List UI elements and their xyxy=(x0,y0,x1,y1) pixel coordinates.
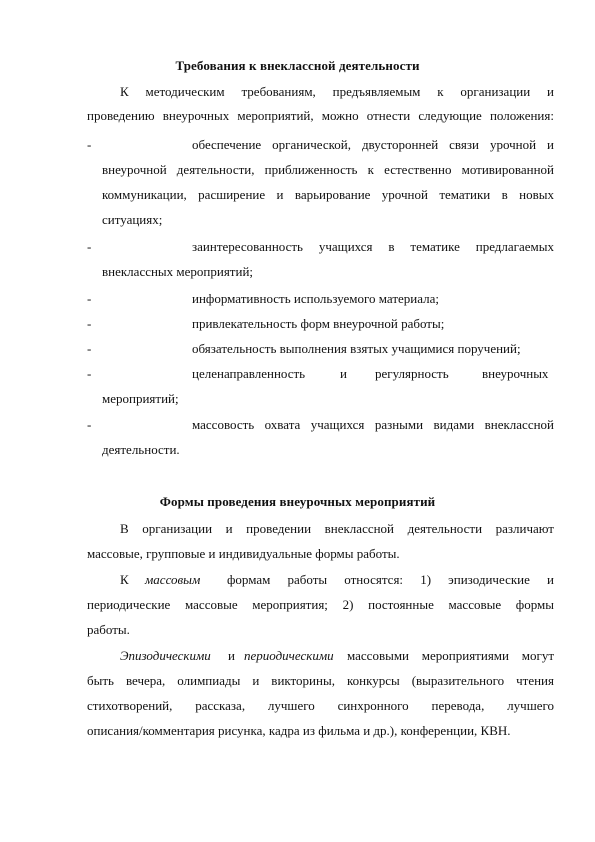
paragraph-line: массовые, групповые и индивидуальные формы работы. xyxy=(87,546,400,561)
section-heading-forms: Формы проведения внеурочных мероприятий xyxy=(159,494,436,509)
list-bullet-dash: - xyxy=(87,316,92,331)
list-item-line: ситуациях; xyxy=(102,212,163,227)
emphasis-text: Эпизодическими xyxy=(120,648,211,663)
paragraph-line: К методическим требованиям, предъявляемым к организации и xyxy=(120,84,554,99)
paragraph-line: формам работы относятся: 1) эпизодические и xyxy=(227,572,554,587)
paragraph-line: стихотворений, рассказа, лучшего синхронного перевода, лучшего xyxy=(87,698,554,713)
paragraph-word: и xyxy=(228,648,235,663)
list-item-line: заинтересованность учащихся в тематике предлагаемых xyxy=(192,239,554,254)
list-item-line: коммуникации, расширение и варьирование урочной тематики в новых xyxy=(102,187,554,202)
paragraph-emphasis xyxy=(145,572,200,588)
section-heading-requirements: Требования к внеклассной деятельности xyxy=(175,58,420,73)
paragraph-line: В организации и проведении внеклассной деятельности различают xyxy=(120,521,554,536)
list-item-line: внеклассных мероприятий; xyxy=(102,264,254,279)
list-bullet-dash: - xyxy=(87,291,92,306)
paragraph-line: описания/комментария рисунка, кадра из фильма и др.), конференции, КВН. xyxy=(87,723,511,738)
list-bullet-dash: - xyxy=(87,137,92,152)
list-item-line: массовость охвата учащихся разными видами внеклассной xyxy=(192,417,554,432)
list-item-line: мероприятий; xyxy=(102,391,179,406)
list-item-word: регулярность xyxy=(375,366,449,381)
list-item-line: обязательность выполнения взятых учащимися поручений; xyxy=(192,341,521,356)
paragraph-line: массовыми мероприятиями могут xyxy=(347,648,554,663)
list-bullet-dash: - xyxy=(87,239,92,254)
paragraph-line: периодические массовые мероприятия; 2) постоянные массовые формы xyxy=(87,597,554,612)
list-item-line: информативность используемого материала; xyxy=(192,291,440,306)
paragraph-word: К xyxy=(120,572,129,587)
emphasis-text: периодическими xyxy=(244,648,334,663)
list-item-line: привлекательность форм внеурочной работы; xyxy=(192,316,445,331)
list-item-line: внеурочной деятельности, приближенность к естественно мотивированной xyxy=(102,162,554,177)
emphasis-text: массовым xyxy=(145,572,201,587)
list-item-word: целенаправленность xyxy=(192,366,306,381)
paragraph-emphasis xyxy=(244,648,334,664)
list-bullet-dash: - xyxy=(87,341,92,356)
paragraph-line: быть вечера, олимпиады и викторины, конкурсы (выразительного чтения xyxy=(87,673,554,688)
list-item-line: деятельности. xyxy=(102,442,180,457)
list-item-line: обеспечение органической, двусторонней связи урочной и xyxy=(192,137,554,152)
paragraph-line: проведению внеурочных мероприятий, можно отнести следующие положения: xyxy=(87,108,554,123)
list-bullet-dash: - xyxy=(87,417,92,432)
paragraph-emphasis xyxy=(120,648,211,664)
list-bullet-dash: - xyxy=(87,366,92,381)
list-item-word: и xyxy=(340,366,347,381)
paragraph-line: работы. xyxy=(87,622,130,637)
list-item-word: внеурочных xyxy=(482,366,549,381)
